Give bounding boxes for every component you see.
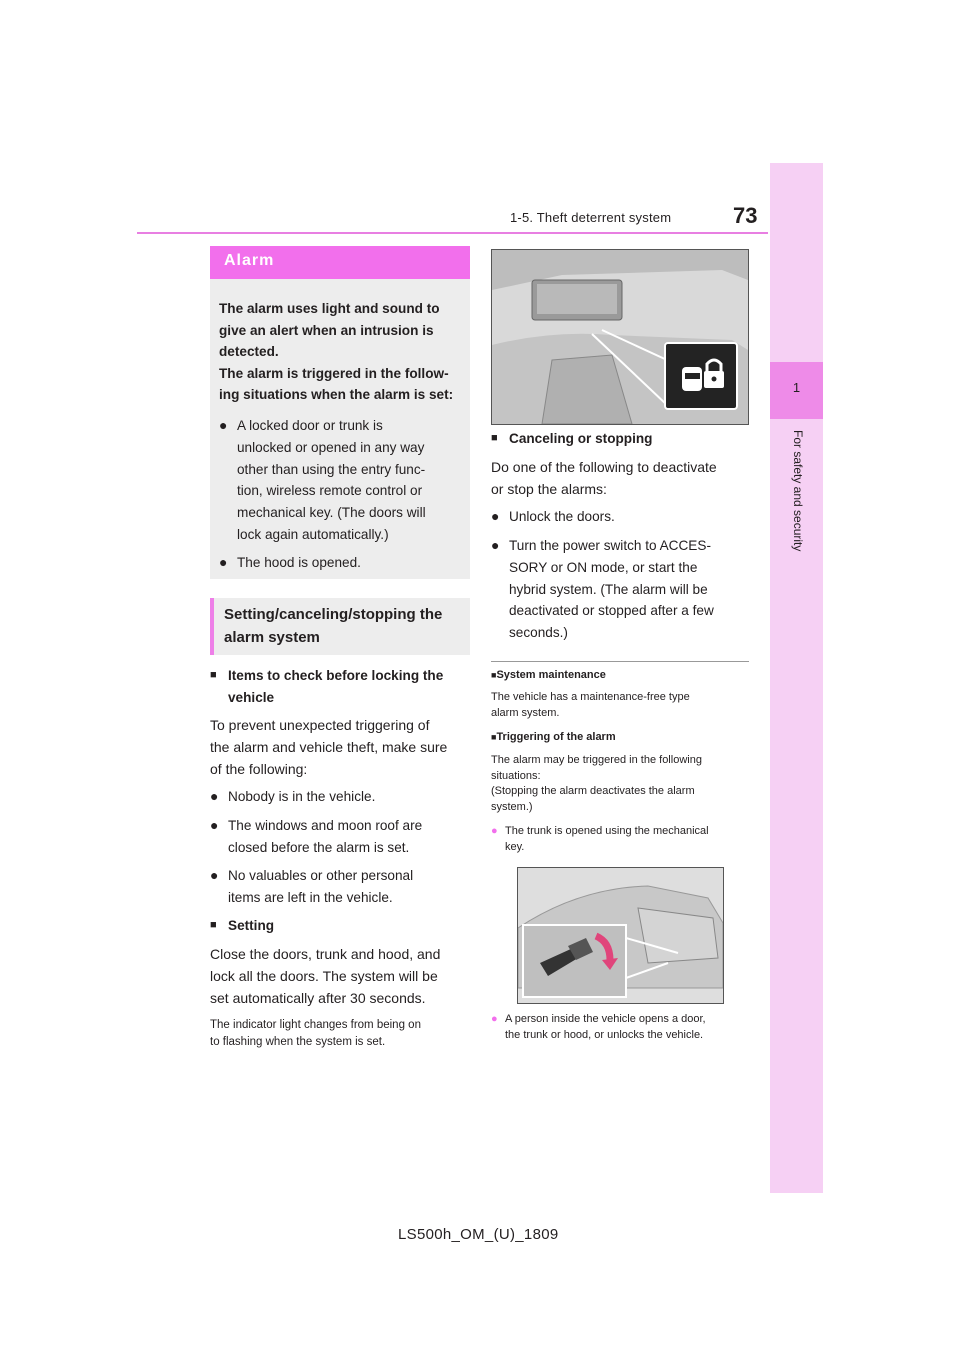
body-line: lock all the doors. The system will be xyxy=(210,968,438,984)
heading-line: Setting/canceling/stopping the xyxy=(224,606,443,623)
setting-subheading xyxy=(210,915,470,937)
bullet-line: hybrid system. (The alarm will be xyxy=(509,581,708,597)
bullet-dot-icon: ● xyxy=(210,788,219,804)
maintenance-text xyxy=(491,690,751,721)
chapter-number: 1 xyxy=(792,380,801,395)
dashboard-illustration xyxy=(491,249,749,425)
trigger-bullet xyxy=(491,824,756,855)
bullet-dot-icon: ● xyxy=(491,825,498,837)
bullet-line: Unlock the doors. xyxy=(509,509,615,524)
intro-line: detected. xyxy=(219,344,279,359)
small-line: alarm system. xyxy=(491,706,560,719)
setting-heading-text xyxy=(224,603,469,649)
chapter-label xyxy=(787,430,807,630)
square-bullet-icon: ■ xyxy=(491,732,497,742)
bullet-line: unlocked or opened in any way xyxy=(237,439,425,455)
body-line: or stop the alarms: xyxy=(491,481,607,497)
canceling-bullet xyxy=(491,535,753,647)
trunk-drawing xyxy=(518,868,723,1003)
bullet-line: seconds.) xyxy=(509,625,568,641)
items-intro xyxy=(210,714,475,780)
triggering-heading xyxy=(491,730,751,746)
document-code: LS500h_OM_(U)_1809 xyxy=(398,1226,559,1243)
canceling-bullet xyxy=(491,506,751,528)
bullet-dot-icon: ● xyxy=(210,817,219,833)
bullet-line: closed before the alarm is set. xyxy=(228,839,410,855)
body-line: Close the doors, trunk and hood, and xyxy=(210,946,441,962)
canceling-intro xyxy=(491,456,756,500)
bullet-dot-icon: ● xyxy=(219,554,228,570)
trunk-key-illustration xyxy=(517,867,724,1004)
header-rule xyxy=(137,232,768,234)
bullet-line: mechanical key. (The doors will xyxy=(237,505,426,521)
small-line: system.) xyxy=(491,800,533,813)
maintenance-heading xyxy=(491,668,751,684)
small-line: the trunk or hood, or unlocks the vehicle. xyxy=(505,1028,704,1041)
small-line: A person inside the vehicle opens a door, xyxy=(505,1013,706,1025)
side-band xyxy=(770,163,823,1193)
bullet-line: lock again automatically.) xyxy=(237,526,389,542)
bullet-line: deactivated or stopped after a few xyxy=(509,603,714,619)
canceling-subheading xyxy=(491,428,751,450)
square-bullet-icon: ■ xyxy=(210,669,217,681)
subheading-text: Canceling or stopping xyxy=(509,431,653,446)
alarm-intro xyxy=(219,298,464,406)
bullet-line: tion, wireless remote control or xyxy=(237,483,423,499)
square-bullet-icon: ■ xyxy=(491,432,498,444)
alarm-bullet xyxy=(219,552,469,574)
bullet-line: No valuables or other personal xyxy=(228,868,414,883)
small-line: key. xyxy=(505,840,525,853)
page-number: 73 xyxy=(733,203,758,228)
bullet-dot-icon: ● xyxy=(491,537,500,553)
alarm-bullet xyxy=(219,415,469,555)
bullet-dot-icon: ● xyxy=(219,417,228,433)
body-line: Do one of the following to deactivate xyxy=(491,459,717,475)
items-bullet xyxy=(210,786,470,808)
heading-text: Triggering of the alarm xyxy=(496,731,616,743)
bullet-line: SORY or ON mode, or start the xyxy=(509,559,698,575)
note-line: The indicator light changes from being on xyxy=(210,1019,421,1031)
intro-line: The alarm uses light and sound to xyxy=(219,301,440,316)
section-title: 1-5. Theft deterrent system xyxy=(510,210,672,225)
small-line: The trunk is opened using the mechanical xyxy=(505,825,709,837)
dashboard-drawing xyxy=(492,250,748,424)
heading-line: vehicle xyxy=(228,689,275,705)
alarm-heading xyxy=(210,246,470,279)
bullet-dot-icon: ● xyxy=(491,1013,498,1025)
square-bullet-icon: ■ xyxy=(210,919,217,931)
intro-line: ing situations when the alarm is set: xyxy=(219,387,454,402)
heading-text: System maintenance xyxy=(496,669,606,681)
trigger-bullet xyxy=(491,1012,756,1043)
bullet-line: items are left in the vehicle. xyxy=(228,889,393,905)
setting-text xyxy=(210,943,475,1009)
square-bullet-icon: ■ xyxy=(491,670,497,680)
alarm-heading-text: Alarm xyxy=(224,252,275,269)
subheading-text: Setting xyxy=(228,918,275,933)
bullet-line: Turn the power switch to ACCES- xyxy=(509,538,711,553)
body-line: set automatically after 30 seconds. xyxy=(210,990,426,1006)
setting-heading xyxy=(210,598,470,655)
small-line: (Stopping the alarm deactivates the alarm xyxy=(491,785,695,797)
items-bullet xyxy=(210,865,470,909)
heading-line: Items to check before locking the xyxy=(228,668,444,683)
body-line: To prevent unexpected triggering of xyxy=(210,717,430,733)
note-line: to flashing when the system is set. xyxy=(210,1036,386,1048)
bullet-line: The windows and moon roof are xyxy=(228,818,423,833)
bullet-line: A locked door or trunk is xyxy=(237,418,383,433)
bullet-line: other than using the entry func- xyxy=(237,461,426,477)
intro-line: give an alert when an intrusion is xyxy=(219,322,434,338)
bullet-dot-icon: ● xyxy=(491,508,500,524)
items-bullet xyxy=(210,815,470,859)
intro-line: The alarm is triggered in the follow- xyxy=(219,365,449,381)
chapter-label-text: For safety and security xyxy=(791,430,805,552)
small-line: The alarm may be triggered in the following xyxy=(491,754,702,766)
body-line: the alarm and vehicle theft, make sure xyxy=(210,739,448,755)
setting-note xyxy=(210,1017,475,1051)
bullet-line: The hood is opened. xyxy=(237,555,361,570)
bullet-dot-icon: ● xyxy=(210,867,219,883)
heading-line: alarm system xyxy=(224,629,320,646)
section-divider xyxy=(491,661,749,662)
items-subheading xyxy=(210,665,470,708)
triggering-text xyxy=(491,753,756,815)
bullet-line: Nobody is in the vehicle. xyxy=(228,789,376,804)
body-line: of the following: xyxy=(210,761,308,777)
small-line: situations: xyxy=(491,769,541,782)
small-line: The vehicle has a maintenance-free type xyxy=(491,691,690,703)
